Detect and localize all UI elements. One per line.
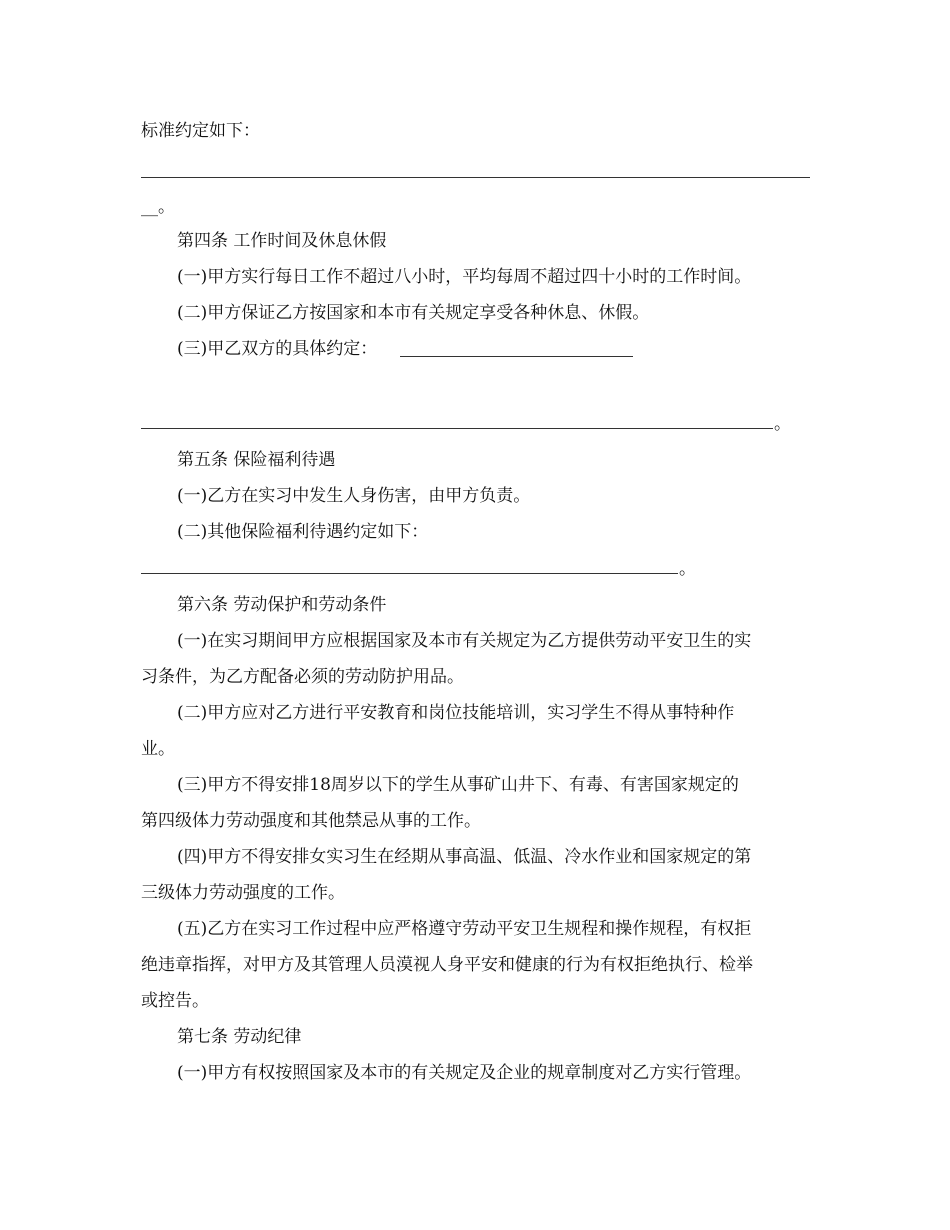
text-line: (三)甲方不得安排18周岁以下的学生从事矿山井下、有毒、有害国家规定的 — [177, 775, 739, 795]
fill-in-blank — [400, 356, 633, 357]
text-line: (三)甲乙双方的具体约定： — [177, 339, 378, 359]
text-line: 三级体力劳动强度的工作。 — [141, 883, 345, 903]
text-line: 或控告。 — [141, 991, 209, 1011]
fill-in-blank — [141, 428, 773, 429]
text-line: (一)乙方在实习中发生人身伤害，由甲方负责。 — [177, 486, 531, 506]
text-line: (四)甲方不得安排女实习生在经期从事高温、低温、冷水作业和国家规定的第 — [177, 847, 752, 867]
text-line: (一)甲方实行每日工作不超过八小时，平均每周不超过四十小时的工作时间。 — [177, 267, 752, 287]
text-line: (二)甲方应对乙方进行平安教育和岗位技能培训，实习学生不得从事特种作 — [177, 703, 735, 723]
text-line: (一)在实习期间甲方应根据国家及本市有关规定为乙方提供劳动平安卫生的实 — [177, 631, 752, 651]
text-line: (二)甲方保证乙方按国家和本市有关规定享受各种休息、休假。 — [177, 303, 650, 323]
section-heading: 第六条 劳动保护和劳动条件 — [177, 595, 387, 615]
text-line: 绝违章指挥，对甲方及其管理人员漠视人身平安和健康的行为有权拒绝执行、检举 — [141, 955, 753, 975]
section-heading: 第七条 劳动纪律 — [177, 1027, 302, 1047]
text-line: 标准约定如下： — [141, 121, 260, 141]
section-heading: 第五条 保险福利待遇 — [177, 450, 336, 470]
fill-in-blank — [141, 573, 678, 574]
fill-in-blank — [141, 177, 810, 178]
text-line: 习条件，为乙方配备必须的劳动防护用品。 — [141, 667, 464, 687]
text-line: 第四级体力劳动强度和其他禁忌从事的工作。 — [141, 811, 481, 831]
text-line: (二)其他保险福利待遇约定如下： — [177, 522, 429, 542]
text-line: __。 — [141, 197, 175, 217]
section-heading: 第四条 工作时间及休息休假 — [177, 231, 387, 251]
text-line: 。 — [774, 414, 791, 434]
text-line: 业。 — [141, 739, 175, 759]
text-line: (五)乙方在实习工作过程中应严格遵守劳动平安卫生规程和操作规程，有权拒 — [177, 919, 752, 939]
text-line: 。 — [679, 559, 696, 579]
text-line: (一)甲方有权按照国家及本市的有关规定及企业的规章制度对乙方实行管理。 — [177, 1063, 752, 1083]
